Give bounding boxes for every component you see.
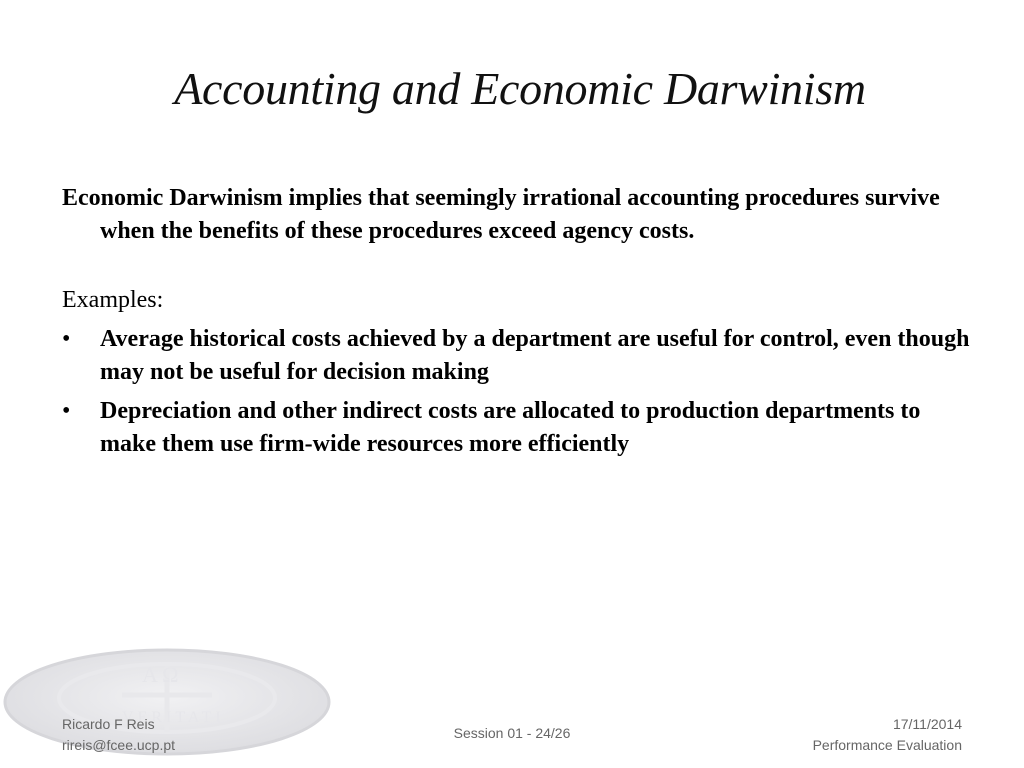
examples-heading: Examples: bbox=[62, 287, 164, 313]
seal-motto: VERITATI bbox=[122, 709, 225, 726]
slide-body bbox=[62, 182, 972, 467]
bullet-text: Depreciation and other indirect costs are allocated to production departments to make them use firm-wide resources more efficiently bbox=[100, 398, 921, 457]
slide-title: Accounting and Economic Darwinism bbox=[174, 63, 866, 114]
footer-session: Session 01 - 24/26 bbox=[453, 725, 571, 741]
bullet-text: Average historical costs achieved by a department are useful for control, even though may not be useful for decision making bbox=[100, 326, 970, 385]
intro-paragraph: Economic Darwinism implies that seemingly irrational accounting procedures survive when the benefits of these procedures exceed agency costs. bbox=[62, 185, 940, 244]
bullet-icon: • bbox=[62, 326, 71, 352]
author-email: rireis@fcee.ucp.pt bbox=[62, 737, 176, 753]
list-item bbox=[62, 395, 972, 461]
list-item bbox=[62, 323, 972, 389]
footer-date: 17/11/2014 bbox=[892, 716, 962, 732]
examples-list bbox=[62, 323, 972, 461]
author-name: Ricardo F Reis bbox=[62, 716, 155, 732]
footer-course: Performance Evaluation bbox=[812, 737, 962, 753]
footer-meta bbox=[813, 714, 962, 756]
bullet-icon: • bbox=[62, 398, 71, 424]
seal-symbols: Α Ω bbox=[142, 662, 179, 687]
